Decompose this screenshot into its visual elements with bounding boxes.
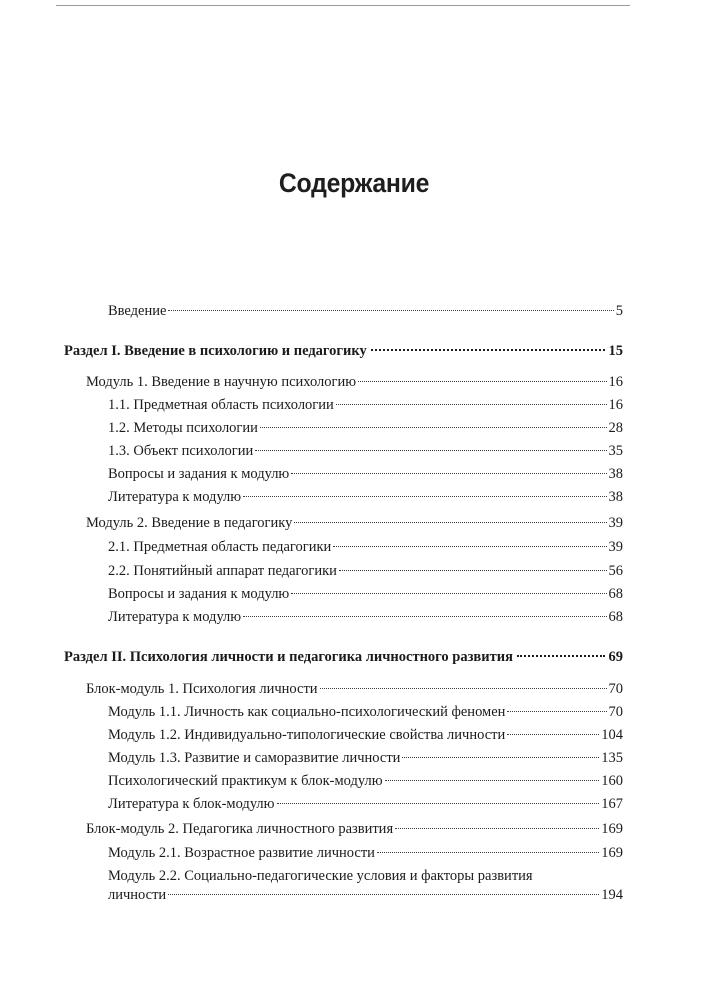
toc-entry[interactable] [86,680,623,699]
toc-entry[interactable] [108,396,623,415]
toc-entry-title: Введение [108,303,167,319]
dot-leader [168,310,613,311]
toc-section-entry[interactable] [64,342,623,361]
toc-entry[interactable] [108,302,623,321]
toc-entry-title: Модуль 2. Введение в педагогику [86,515,293,531]
toc-entry-title: 2.1. Предметная область педагогики [108,539,332,555]
dot-leader [507,711,606,712]
dot-leader [168,894,599,895]
dot-leader [377,852,599,853]
toc-entry-title: 1.2. Методы психологии [108,420,258,436]
toc-entry[interactable] [108,419,623,438]
toc-entry[interactable] [108,772,623,791]
toc-entry[interactable] [108,795,623,814]
dot-leader [517,655,605,657]
toc-entry-page: 70 [608,681,623,697]
toc-entry[interactable] [108,538,623,557]
toc-entry-title: Раздел II. Психология личности и педагогика личностного развития [64,649,513,665]
dot-leader [385,780,600,781]
toc-entry-title: Литература к модулю [108,489,242,505]
dot-leader [395,828,599,829]
toc-entry[interactable] [108,562,623,581]
dot-leader [371,349,605,351]
toc-entry-page: 70 [608,704,623,720]
toc-entry-title: Модуль 1.2. Индивидуально-типологические свойства личности [108,727,506,743]
toc-entry[interactable] [108,585,623,604]
toc-entry-page: 16 [608,397,623,413]
toc-entry-page: 169 [601,845,623,861]
toc-entry-title: Модуль 1.1. Личность как социально-психологический феномен [108,704,506,720]
toc-entry-title: Блок-модуль 1. Психология личности [86,681,318,697]
page-title: Содержание [278,168,430,198]
toc-entry-page: 39 [608,539,623,555]
dot-leader [507,734,599,735]
toc-entry-page: 194 [601,887,623,903]
toc-entry-title: Вопросы и задания к модулю [108,466,290,482]
toc-entry-page: 104 [601,727,623,743]
toc-entry-title: Психологический практикум к блок-модулю [108,773,383,789]
toc-entry-title: Раздел I. Введение в психологию и педагогику [64,343,367,359]
toc-entry-title: Модуль 2.1. Возрастное развитие личности [108,845,375,861]
toc-entry-continuation [108,886,623,905]
dot-leader [260,427,607,428]
toc-entry-page: 56 [608,563,623,579]
toc-entry[interactable] [86,514,623,533]
toc-entry-page: 160 [601,773,623,789]
toc-entry-page: 39 [608,515,623,531]
toc-entry-page: 16 [608,374,623,390]
toc-entry[interactable] [108,844,623,863]
dot-leader [255,450,606,451]
dot-leader [320,688,607,689]
toc-entry[interactable] [108,488,623,507]
toc-entry-title: Литература к блок-модулю [108,796,275,812]
toc-entry-title: 1.1. Предметная область психологии [108,397,334,413]
toc-entry[interactable] [108,465,623,484]
toc-entry-page: 135 [601,750,623,766]
toc-entry[interactable] [108,442,623,461]
dot-leader [243,496,606,497]
toc-entry-page: 35 [608,443,623,459]
toc-entry-page: 5 [615,303,623,319]
toc-entry-title-line2: личности [108,887,167,903]
dot-leader [402,757,599,758]
dot-leader [336,404,607,405]
toc-entry-title: Вопросы и задания к модулю [108,586,290,602]
dot-leader [291,473,606,474]
toc-entry-page: 38 [608,466,623,482]
toc-entry-title: 2.2. Понятийный аппарат педагогики [108,563,337,579]
dot-leader [243,616,606,617]
toc-entry-title: Литература к модулю [108,609,242,625]
toc-entry-page: 169 [601,821,623,837]
toc-entry-title: 1.3. Объект психологии [108,443,254,459]
dot-leader [277,803,600,804]
toc-section-entry[interactable] [64,648,623,667]
toc-entry[interactable] [86,373,623,392]
dot-leader [339,570,607,571]
dot-leader [358,381,606,382]
toc-entry-page: 28 [608,420,623,436]
toc-entry-title: Модуль 1. Введение в научную психологию [86,374,357,390]
toc-entry[interactable] [86,820,623,839]
dot-leader [294,522,606,523]
toc-entry-page: 38 [608,489,623,505]
toc-entry[interactable] [108,726,623,745]
toc-entry-page: 68 [608,609,623,625]
dot-leader [291,593,606,594]
toc-entry[interactable] [108,703,623,722]
toc-entry[interactable] [108,608,623,627]
toc-entry-title: Блок-модуль 2. Педагогика личностного развития [86,821,394,837]
dot-leader [333,546,606,547]
toc-entry-title: Модуль 2.2. Социально-педагогические условия и факторы развития [108,868,533,884]
toc-entry-title: Модуль 1.3. Развитие и саморазвитие личности [108,750,401,766]
toc-entry[interactable] [108,867,623,905]
toc-entry-page: 167 [601,796,623,812]
toc-entry-page: 68 [608,586,623,602]
toc-entry[interactable] [108,749,623,768]
toc-entry-page: 15 [608,343,623,359]
toc-entry-page: 69 [608,649,623,665]
